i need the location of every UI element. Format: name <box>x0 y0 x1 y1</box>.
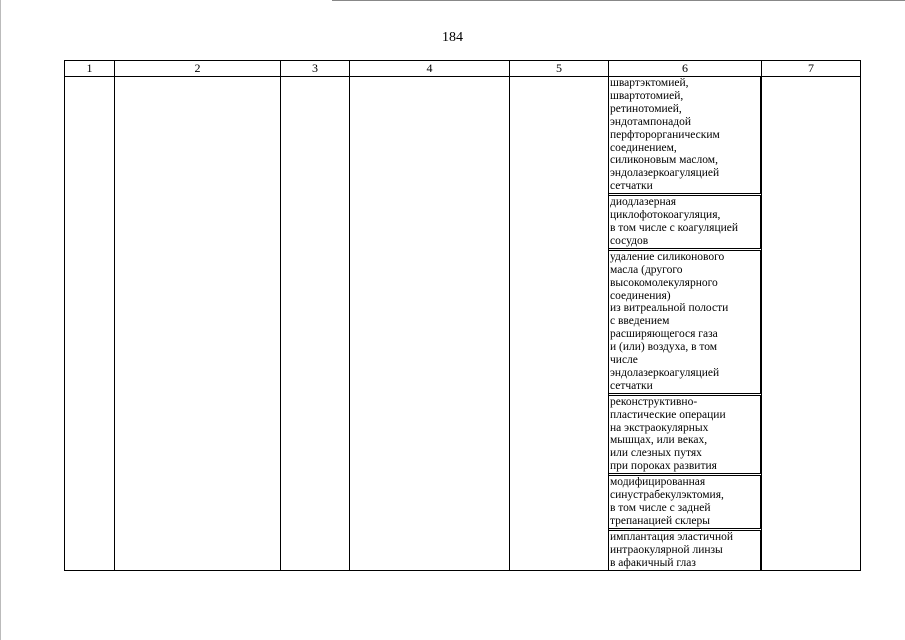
column-header-2: 2 <box>115 61 281 77</box>
scan-edge-top <box>332 0 905 1</box>
cell-col-3 <box>281 77 350 571</box>
procedure-entry: швартэктомией, швартотомией, ретинотомией, эндотампонадой перфторорганическим соединением, силиконовым маслом, эндолазеркоагуляцией сетчатки <box>609 77 761 194</box>
cell-col-2 <box>115 77 281 571</box>
column-header-7: 7 <box>762 61 861 77</box>
cell-col-4 <box>350 77 510 571</box>
procedure-entry: диодлазерная циклофотокоагуляция, в том числе с коагуляцией сосудов <box>609 195 761 249</box>
cell-col-5 <box>510 77 609 571</box>
column-header-1: 1 <box>65 61 115 77</box>
cell-col-6 <box>609 77 762 571</box>
cell-col-7 <box>762 77 861 571</box>
column-header-6: 6 <box>609 61 762 77</box>
scan-edge-left <box>0 0 1 640</box>
column-header-4: 4 <box>350 61 510 77</box>
column-header-5: 5 <box>510 61 609 77</box>
procedure-entry: удаление силиконового масла (другого высокомолекулярного соединения) из витреальной полости с введением расширяющегося газа и (или) воздуха, в том числе эндолазеркоагуляцией сетчатки <box>609 250 761 394</box>
header-row <box>65 61 861 77</box>
cell-col-1 <box>65 77 115 571</box>
table-row <box>65 77 861 571</box>
column-header-3: 3 <box>281 61 350 77</box>
procedure-entry: модифицированная синустрабекулэктомия, в том числе с задней трепанацией склеры <box>609 475 761 529</box>
procedure-entry: имплантация эластичной интраокулярной линзы в афакичный глаз <box>609 530 761 570</box>
document-table <box>64 60 861 571</box>
procedure-entry: реконструктивно- пластические операции на экстраокулярных мышцах, или веках, или слезных путях при пороках развития <box>609 395 761 474</box>
page-number: 184 <box>442 30 463 45</box>
